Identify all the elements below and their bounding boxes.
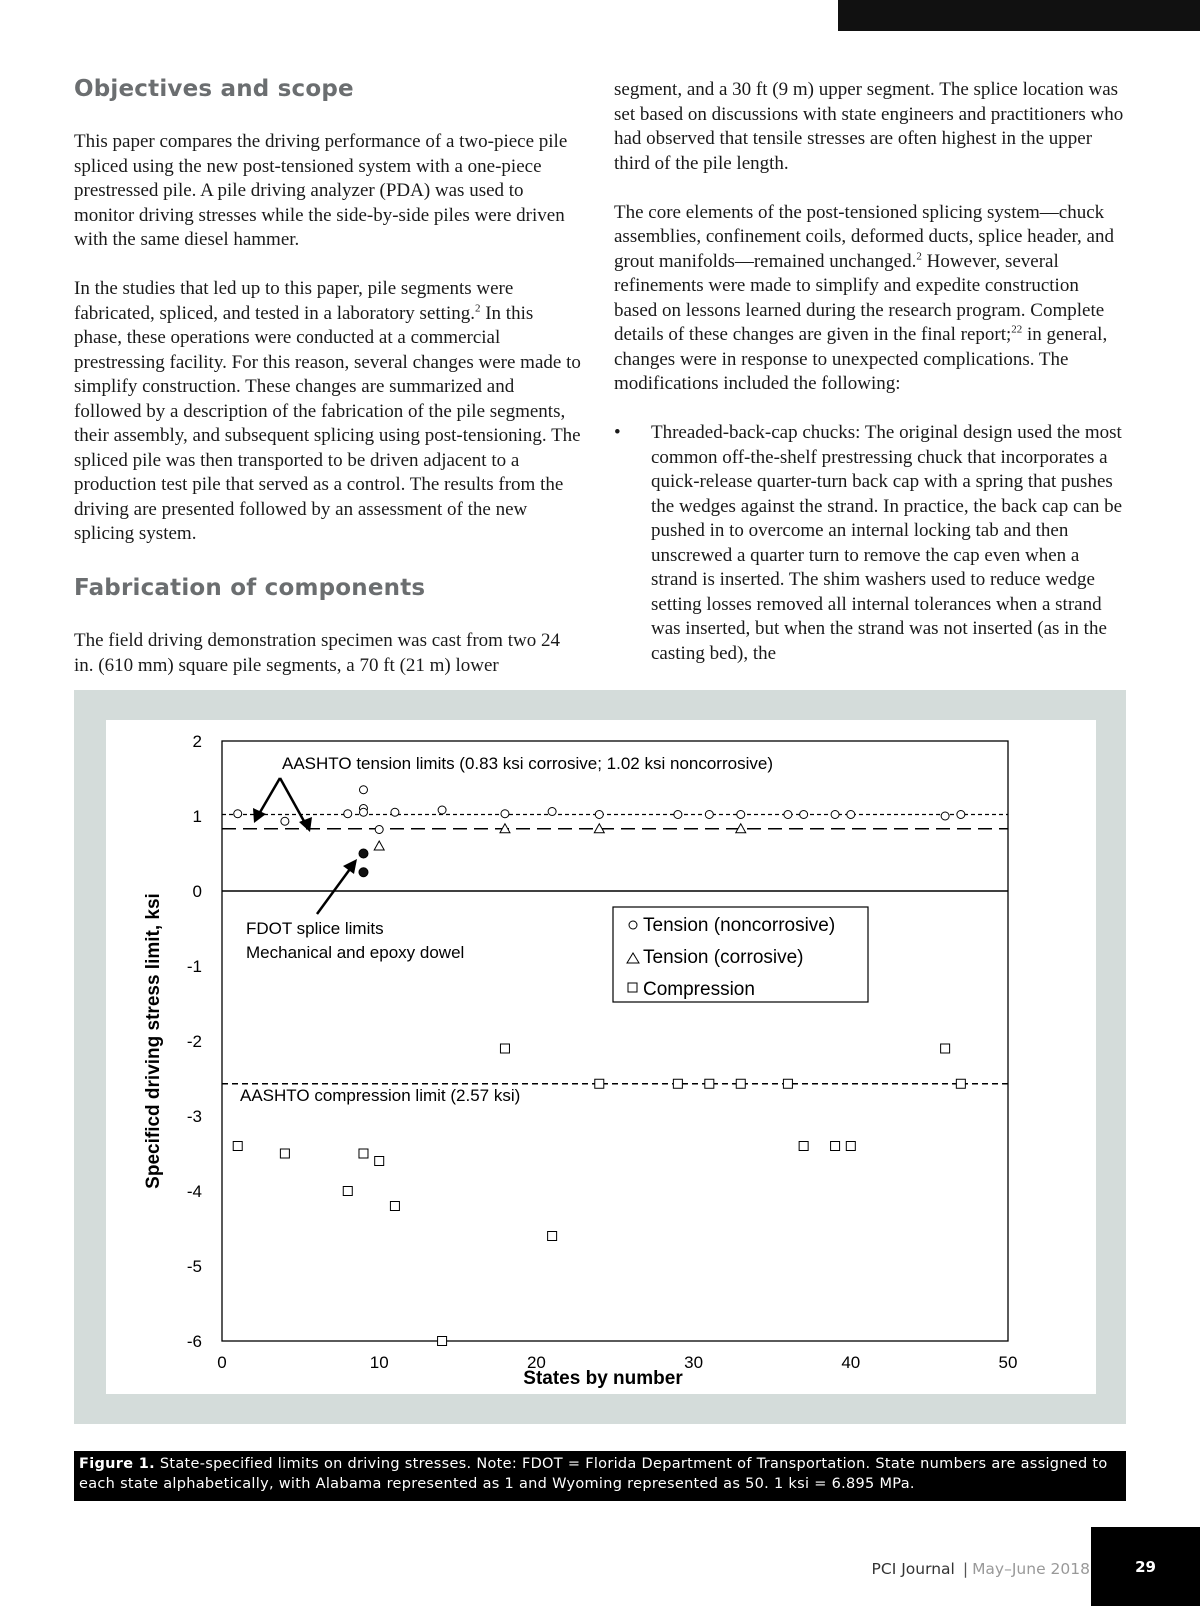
caption-text: State-specified limits on driving stresses. Note: FDOT = Florida Department of Transportation. State numbers are assigned to each state alphabetically, with Alabama represented as 1 and Wyoming represented as 50. 1 ksi = 6.895 MPa.: [79, 1456, 1108, 1492]
left-column: [74, 72, 584, 703]
y-tick-label: -3: [186, 1107, 202, 1126]
footer: [0, 1560, 1090, 1578]
data-point-compression: [375, 1157, 384, 1166]
data-point-compression: [233, 1142, 242, 1151]
y-tick-label: 0: [192, 882, 202, 901]
page-number: 29: [1091, 1527, 1200, 1606]
data-point-compression: [736, 1079, 745, 1088]
figure-panel: [106, 720, 1096, 1394]
data-point-fdot: [359, 849, 368, 858]
legend-compression: Compression: [643, 979, 755, 1000]
arrowhead: [299, 817, 312, 832]
data-point-compression: [438, 1337, 447, 1346]
data-point-tension-noncorrosive: [375, 826, 383, 834]
journal-name: PCI Journal: [871, 1560, 955, 1578]
footer-separator: |: [962, 1560, 969, 1578]
data-point-compression: [548, 1232, 557, 1241]
issue-date: May–June 2018: [972, 1560, 1090, 1578]
stress-limit-chart: [106, 720, 1096, 1394]
data-point-compression: [799, 1142, 808, 1151]
data-point-compression: [783, 1079, 792, 1088]
annotation-fdot-line2: Mechanical and epoxy dowel: [246, 943, 465, 962]
data-point-tension-noncorrosive: [281, 817, 289, 825]
annotation-aashto-tension: AASHTO tension limits (0.83 ksi corrosive; 1.02 ksi noncorrosive): [282, 754, 773, 773]
header-bar: [838, 0, 1200, 31]
data-point-tension-noncorrosive: [847, 811, 855, 819]
legend-tension-noncorrosive: Tension (noncorrosive): [643, 915, 836, 936]
annotation-aashto-compression: AASHTO compression limit (2.57 ksi): [240, 1086, 521, 1105]
data-point-tension-noncorrosive: [359, 808, 367, 816]
paragraph: This paper compares the driving performance of a two-piece pile spliced using the new post-tensioned system with a one-piece prestressed pile. A pile driving analyzer (PDA) was used to monitor driving stresses while the side-by-side piles were driven with the same diesel hammer.: [74, 131, 568, 250]
data-point-compression: [500, 1044, 509, 1053]
citation: 2: [474, 302, 481, 315]
right-column: [614, 78, 1126, 666]
data-point-compression: [705, 1079, 714, 1088]
y-tick-label: -2: [186, 1032, 202, 1051]
data-point-tension-noncorrosive: [438, 806, 446, 814]
data-point-tension-noncorrosive: [344, 810, 352, 818]
data-point-tension-noncorrosive: [737, 811, 745, 819]
data-point-compression: [831, 1142, 840, 1151]
x-axis-label: States by number: [523, 1368, 683, 1389]
caption-label: Figure 1.: [79, 1456, 155, 1472]
data-point-tension-noncorrosive: [831, 811, 839, 819]
figure-frame: [74, 690, 1126, 1424]
data-point-compression: [846, 1142, 855, 1151]
annotation-fdot-line1: FDOT splice limits: [246, 919, 384, 938]
data-point-compression: [941, 1044, 950, 1053]
data-point-compression: [673, 1079, 682, 1088]
x-tick-label: 0: [217, 1353, 227, 1372]
bullet-marker: •: [614, 422, 621, 443]
x-tick-label: 40: [841, 1353, 861, 1372]
paragraph: segment, and a 30 ft (9 m) upper segment. The splice location was set based on discussions with state engineers and practitioners who had observed that tensile stresses are often highest in the upper third of the pile length.: [614, 79, 1124, 174]
data-point-tension-noncorrosive: [784, 811, 792, 819]
data-point-tension-noncorrosive: [705, 811, 713, 819]
plot-area: [222, 741, 1008, 1341]
data-point-tension-noncorrosive: [957, 811, 965, 819]
bullet-text: Threaded-back-cap chucks: The original design used the most common off-the-shelf prestressing chuck that incorporates a quick-release quarter-turn back cap with a spring that pushes the wedges against the strand. In practice, the back cap can be pushed in to overcome an internal locking tab and then unscrewed a quarter turn to remove the cap even when a strand is inserted. The shim washers used to reduce wedge setting losses removed all internal tolerances when a strand was inserted, but when the strand was not inserted (as in the casting bed), the: [651, 422, 1123, 664]
x-tick-label: 10: [369, 1353, 389, 1372]
citation: 22: [1011, 323, 1023, 336]
data-point-compression: [343, 1187, 352, 1196]
y-tick-label: -1: [186, 957, 202, 976]
arrowhead: [253, 808, 266, 823]
paragraph: In the studies that led up to this paper, pile segments were fabricated, spliced, and tested in a laboratory setting.$^2$ In this phase, these operations were conducted at a commercial prestressing facility. For this reason, several changes were made to simplify construction. These changes are summarized and followed by a description of the fabrication of the pile segments, their assembly, and subsequent splicing using post-tensioning. The spliced pile was then transported to be driven adjacent to a production test pile that served as a control. The results from the driving are presented followed by an assessment of the new splicing system.: [74, 278, 581, 544]
y-tick-label: 1: [192, 807, 202, 826]
legend-tension-corrosive: Tension (corrosive): [643, 947, 804, 968]
y-axis-label: Specificd driving stress limit, ksi: [143, 893, 164, 1189]
data-point-tension-noncorrosive: [674, 811, 682, 819]
data-point-fdot: [359, 868, 368, 877]
heading-objectives: Objectives and scope: [74, 76, 354, 102]
data-point-compression: [359, 1149, 368, 1158]
data-point-tension-noncorrosive: [234, 810, 242, 818]
data-point-tension-noncorrosive: [595, 811, 603, 819]
data-point-tension-noncorrosive: [800, 811, 808, 819]
data-point-compression: [390, 1202, 399, 1211]
x-tick-label: 50: [998, 1353, 1018, 1372]
data-point-compression: [595, 1079, 604, 1088]
citation: 2: [916, 250, 922, 263]
y-tick-label: 2: [192, 732, 202, 751]
data-point-tension-corrosive: [374, 841, 384, 850]
data-point-compression: [280, 1149, 289, 1158]
paragraph: The field driving demonstration specimen was cast from two 24 in. (610 mm) square pile segments, a 70 ft (21 m) lower: [74, 630, 560, 676]
y-tick-label: -4: [186, 1182, 202, 1201]
heading-fabrication: Fabrication of components: [74, 575, 426, 601]
data-point-tension-noncorrosive: [941, 812, 949, 820]
data-point-tension-noncorrosive: [548, 808, 556, 816]
data-point-tension-noncorrosive: [391, 808, 399, 816]
paragraph: The core elements of the post-tensioned splicing system—chuck assemblies, confinement coils, deformed ducts, splice header, and grout manifolds—remained unchanged.$^2$ However, several refinements were made to simplify and expedite construction based on lessons learned during the research program. Complete details of these changes are given in the final report;$^{22}$ in general, changes were in response to unexpected complications. The modifications included the following:: [614, 201, 1114, 394]
y-tick-label: -5: [186, 1257, 202, 1276]
x-tick-label: 20: [526, 1353, 546, 1372]
legend: [613, 907, 868, 1002]
bullet-item: [614, 421, 1126, 666]
y-tick-label: -6: [186, 1332, 202, 1351]
data-point-tension-noncorrosive: [501, 810, 509, 818]
data-point-compression: [956, 1079, 965, 1088]
arrow-tension-right: [280, 778, 305, 823]
arrow-tension-left: [259, 778, 280, 814]
data-point-tension-noncorrosive: [359, 786, 367, 794]
figure-caption: [74, 1451, 1126, 1501]
x-tick-label: 30: [684, 1353, 704, 1372]
arrowhead: [343, 859, 357, 874]
